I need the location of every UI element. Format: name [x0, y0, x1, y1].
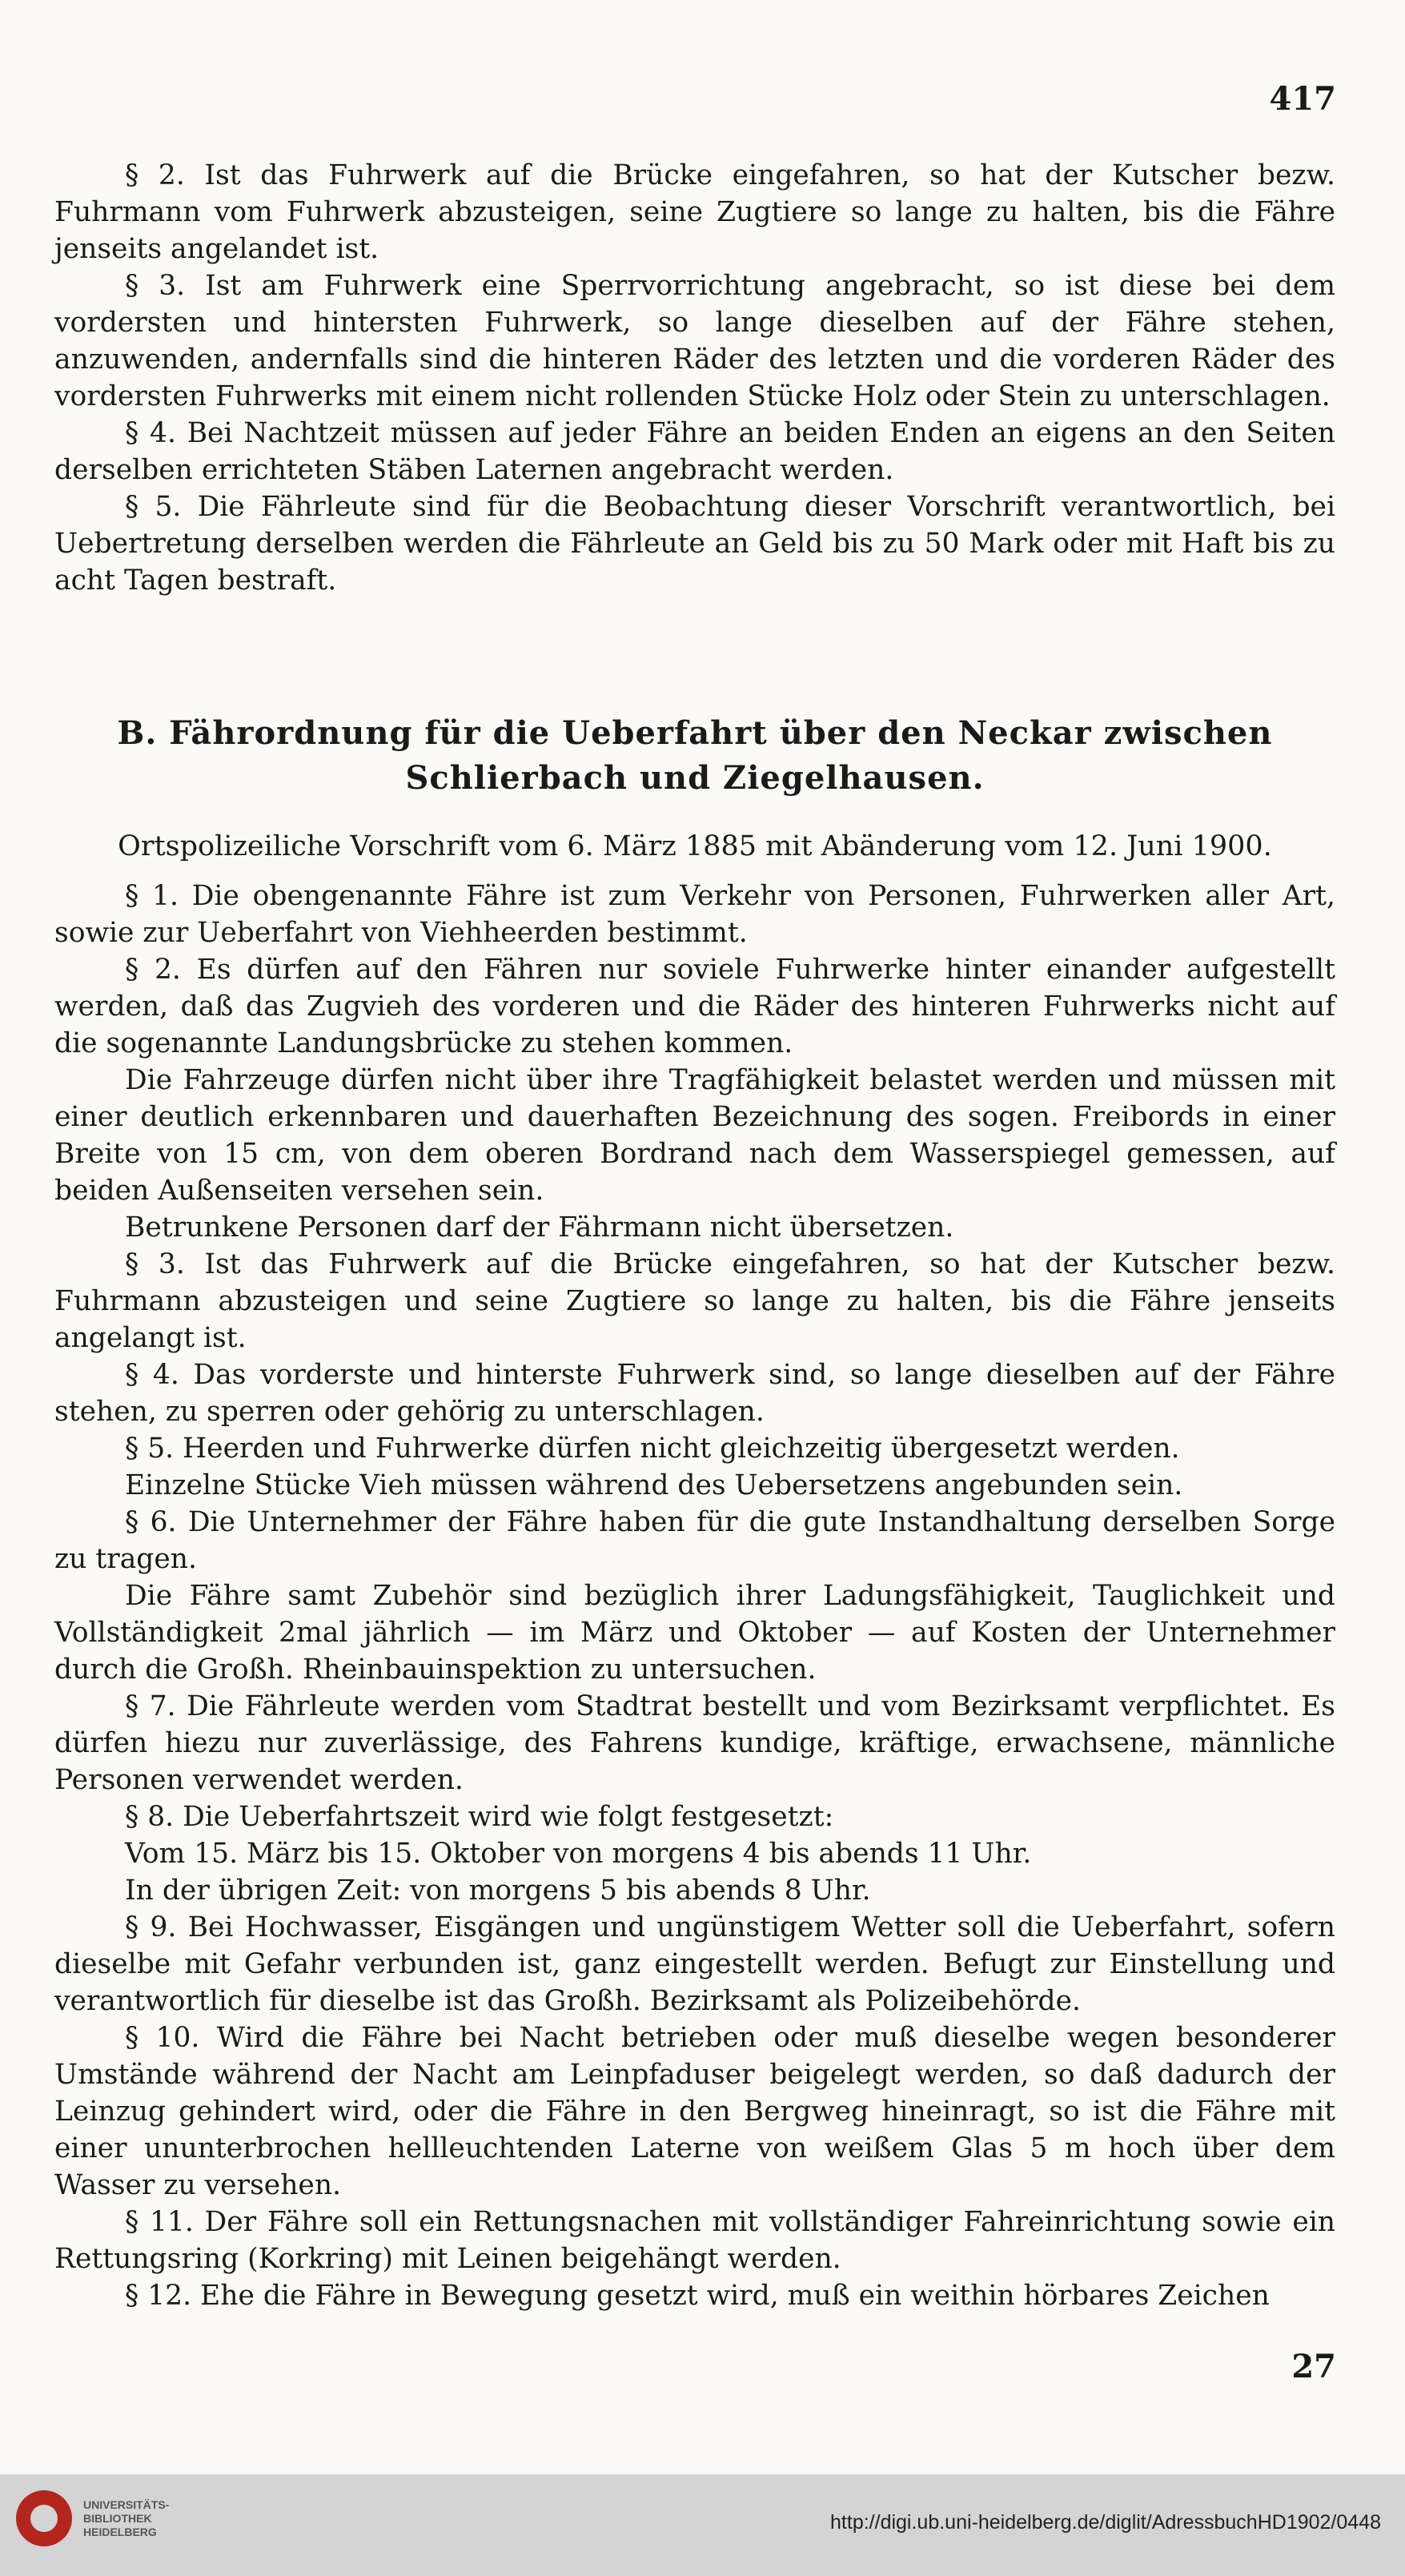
paragraph: In der übrigen Zeit: von morgens 5 bis abends 8 Uhr. [125, 1875, 871, 1907]
section-b-text [54, 878, 1335, 2314]
paragraph: Die Fahrzeuge dürfen nicht über ihre Tragfähigkeit belastet werden und müssen mit einer deutlich erkennbaren und dauerhaften Bezeichnung des sogen. Freibords in einer Breite von 15 cm, von dem oberen Bordrand nach dem Wasserspiegel gemessen, auf beiden Außenseiten versehen sein. [54, 1064, 1335, 1207]
paragraph: Die Fähre samt Zubehör sind bezüglich ihrer Ladungsfähigkeit, Tauglichkeit und Vollständigkeit 2mal jährlich — im März und Oktober — auf Kosten der Unternehmer durch die Großh. Rheinbauinspektion zu untersuchen. [54, 1580, 1335, 1686]
source-url-link[interactable]: http://digi.ub.uni-heidelberg.de/diglit/AdressbuchHD1902/0448 [830, 2511, 1381, 2534]
paragraph: § 2. Ist das Fuhrwerk auf die Brücke eingefahren, so hat der Kutscher bezw. Fuhrmann vom Fuhrwerk abzusteigen, seine Zugtiere so lange zu halten, bis die Fähre jenseits angelandet ist. [54, 159, 1335, 265]
paragraph: § 5. Die Fährleute sind für die Beobachtung dieser Vorschrift verantwortlich, bei Uebertretung derselben werden die Fährleute an Geld bis zu 50 Mark oder mit Haft bis zu acht Tagen bestraft. [54, 491, 1335, 597]
page-number: 417 [1269, 80, 1336, 118]
paragraph: § 8. Die Ueberfahrtszeit wird wie folgt festgesetzt: [125, 1801, 834, 1833]
paragraph: § 12. Ehe die Fähre in Bewegung gesetzt wird, muß ein weithin hörbares Zeichen [125, 2280, 1270, 2312]
footer-bar [0, 2474, 1405, 2576]
paragraph: Betrunkene Personen darf der Fährmann nicht übersetzen. [125, 1212, 954, 1244]
library-name: UNIVERSITÄTS- BIBLIOTHEK HEIDELBERG [83, 2498, 170, 2538]
library-seal-icon [16, 2490, 72, 2546]
paragraph: § 9. Bei Hochwasser, Eisgängen und ungünstigem Wetter soll die Ueberfahrt, sofern dieselbe mit Gefahr verbunden ist, ganz eingestellt werden. Befugt zur Einstellung und verantwortlich für dieselbe ist das Großh. Bezirksamt als Polizeibehörde. [54, 1911, 1335, 2017]
paragraph: Vom 15. März bis 15. Oktober von morgens 4 bis abends 11 Uhr. [125, 1838, 1032, 1870]
section-a-text [54, 157, 1335, 599]
paragraph: § 6. Die Unternehmer der Fähre haben für die gute Instandhaltung derselben Sorge zu tragen. [54, 1506, 1335, 1575]
signature-mark: 27 [1291, 2348, 1336, 2385]
paragraph: § 2. Es dürfen auf den Fähren nur soviele Fuhrwerke hinter einander aufgestellt werden, daß das Zugvieh des vorderen und die Räder des hinteren Fuhrwerks nicht auf die sogenannte Landungsbrücke zu stehen kommen. [54, 954, 1335, 1059]
paragraph: § 11. Der Fähre soll ein Rettungsnachen mit vollständiger Fahreinrichtung sowie ein Rettungsring (Korkring) mit Leinen beigehängt werden. [54, 2206, 1335, 2275]
section-subtitle: Ortspolizeiliche Vorschrift vom 6. März 1885 mit Abänderung vom 12. Juni 1900. [118, 830, 1272, 862]
paragraph: § 4. Bei Nachtzeit müssen auf jeder Fähre an beiden Enden an eigens an den Seiten derselben errichteten Stäben Laternen angebracht werden. [54, 417, 1335, 486]
paragraph: § 1. Die obengenannte Fähre ist zum Verkehr von Personen, Fuhrwerken aller Art, sowie zur Ueberfahrt von Viehheerden bestimmt. [54, 880, 1335, 949]
paragraph: § 7. Die Fährleute werden vom Stadtrat bestellt und vom Bezirksamt verpflichtet. Es dürfen hiezu nur zuverlässige, des Fahrens kundige, kräftige, erwachsene, männliche Personen verwendet werden. [54, 1690, 1335, 1796]
section-heading: B. Fährordnung für die Ueberfahrt über den Neckar zwischen Schlierbach und Ziegelhausen. [117, 714, 1273, 797]
paragraph: Einzelne Stücke Vieh müssen während des Uebersetzens angebunden sein. [125, 1469, 1183, 1501]
paragraph: § 3. Ist am Fuhrwerk eine Sperrvorrichtung angebracht, so ist diese bei dem vordersten und hintersten Fuhrwerk, so lange dieselben auf der Fähre stehen, anzuwenden, andernfalls sind die hinteren Räder des letzten und die vorderen Räder des vordersten Fuhrwerks mit einem nicht rollenden Stücke Holz oder Stein zu unterschlagen. [54, 270, 1335, 412]
paragraph: § 10. Wird die Fähre bei Nacht betrieben oder muß dieselbe wegen besonderer Umstände während der Nacht am Leinpfaduser beigelegt werden, so daß dadurch der Leinzug gehindert wird, oder die Fähre in den Bergweg hineinragt, so ist die Fähre mit einer ununterbrochen hellleuchtenden Laterne von weißem Glas 5 m hoch über dem Wasser zu versehen. [54, 2022, 1335, 2201]
library-logo[interactable] [16, 2490, 169, 2546]
paragraph: § 3. Ist das Fuhrwerk auf die Brücke eingefahren, so hat der Kutscher bezw. Fuhrmann abzusteigen und seine Zugtiere so lange zu halten, bis die Fähre jenseits angelangt ist. [54, 1248, 1335, 1354]
paragraph: § 4. Das vorderste und hinterste Fuhrwerk sind, so lange dieselben auf der Fähre stehen, zu sperren oder gehörig zu unterschlagen. [54, 1359, 1335, 1428]
paragraph: § 5. Heerden und Fuhrwerke dürfen nicht gleichzeitig übergesetzt werden. [125, 1433, 1180, 1465]
